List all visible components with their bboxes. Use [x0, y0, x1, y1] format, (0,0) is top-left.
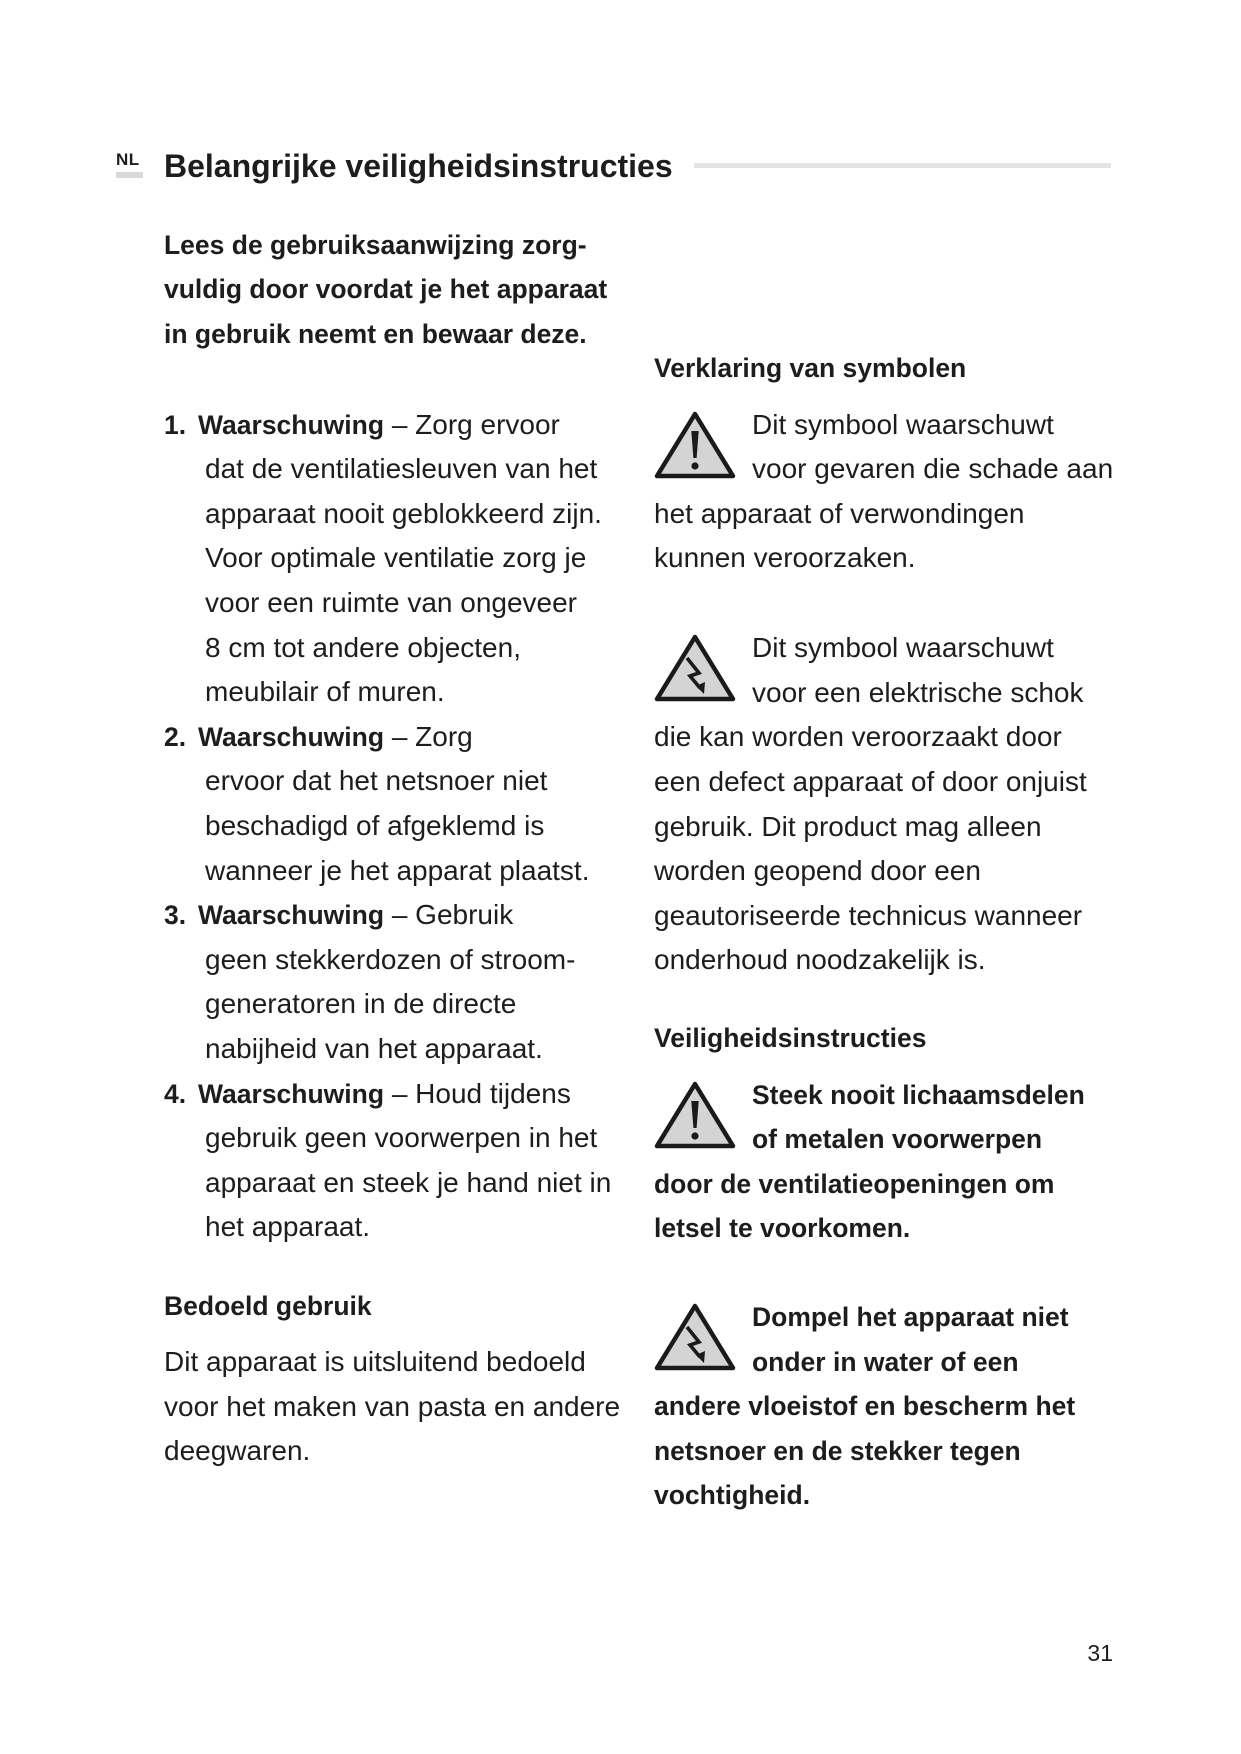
safety-instruction-water	[654, 1295, 1124, 1518]
symbol-explanation-electric	[654, 626, 1124, 983]
warning-body	[198, 1072, 624, 1250]
warning-text: – Zorg ervoor dat de ventilatiesleuven van het apparaat nooit geblokkeerd zijn. Voor optimale ventilatie zorg je voor een ruimte van ongeveer 8 cm tot andere objecten, meubilair of muren.	[205, 408, 602, 708]
warning-number: 3.	[164, 900, 187, 931]
warning-label: Waarschuwing	[198, 409, 385, 440]
page-number: 31	[1087, 1640, 1113, 1666]
warning-label: Waarschuwing	[198, 1078, 385, 1109]
symbol-text-beside-icon: Dit symbool waarschuwt voor een elektrische schok	[752, 632, 1084, 708]
intended-use-text: Dit apparaat is uitsluitend bedoeld voor het maken van pasta en andere deegwaren.	[164, 1346, 621, 1467]
warning-list	[164, 403, 624, 1250]
intro-paragraph: Lees de gebruiksaanwijzing zorg- vuldig door voordat je het apparaat in gebruik neemt en bewaar deze.	[164, 229, 608, 349]
safety-text-beside-icon: Steek nooit lichaamsdelen of metalen voorwerpen	[752, 1079, 1085, 1155]
warning-body	[198, 715, 624, 893]
safety-instruction-ventilation	[654, 1073, 1124, 1251]
warning-number: 2.	[164, 721, 187, 752]
warning-body	[198, 403, 624, 715]
exclamation-dot	[691, 462, 698, 469]
exclamation-dot	[691, 1132, 698, 1139]
warning-label: Waarschuwing	[198, 900, 385, 931]
safety-text: door de ventilatieopeningen om letsel te voorkomen.	[654, 1168, 1055, 1244]
warning-number: 1.	[164, 409, 187, 440]
warning-triangle-icon	[654, 1080, 736, 1150]
symbol-explanation-general	[654, 403, 1124, 581]
warning-body	[198, 893, 624, 1071]
warning-text: – Zorg ervoor dat het netsnoer niet beschadigd of afgeklemd is wanneer je het apparat plaatst.	[205, 720, 590, 886]
symbol-text-beside-icon: Dit symbool waarschuwt voor gevaren die schade aan	[752, 408, 1114, 485]
warning-item-1	[164, 403, 624, 715]
title-rule	[694, 163, 1111, 168]
safety-heading: Veiligheidsinstructies	[654, 1023, 927, 1054]
language-marker	[116, 172, 143, 178]
electric-shock-icon	[654, 1302, 736, 1372]
warning-triangle-icon	[654, 410, 736, 480]
warning-text: – Houd tijdens gebruik geen voorwerpen in het apparaat en steek je hand niet in het apparaat.	[205, 1077, 612, 1243]
page-title: Belangrijke veiligheidsinstructies	[164, 148, 673, 184]
intended-use-heading: Bedoeld gebruik	[164, 1290, 372, 1321]
warning-item-4	[164, 1072, 624, 1250]
safety-text: andere vloeistof en bescherm het netsnoer en de stekker tegen vochtigheid.	[654, 1391, 1076, 1511]
warning-item-3	[164, 893, 624, 1071]
warning-label: Waarschuwing	[198, 721, 385, 752]
symbols-heading: Verklaring van symbolen	[654, 353, 967, 384]
symbol-text: het apparaat of verwondingen kunnen veroorzaken.	[654, 497, 1025, 574]
safety-text-beside-icon: Dompel het apparaat niet onder in water of een	[752, 1302, 1069, 1377]
language-label: NL	[116, 150, 140, 169]
warning-number: 4.	[164, 1078, 187, 1109]
symbol-text: die kan worden veroorzaakt door een defect apparaat of door onjuist gebruik. Dit product mag alleen worden geopend door een geautoriseerde technicus wanneer onderhoud noodzakelijk is.	[654, 721, 1087, 976]
warning-item-2	[164, 715, 624, 893]
electric-shock-icon	[654, 633, 736, 703]
warning-text: – Gebruik geen stekkerdozen of stroom- generatoren in de directe nabijheid van het apparaat.	[205, 899, 576, 1064]
